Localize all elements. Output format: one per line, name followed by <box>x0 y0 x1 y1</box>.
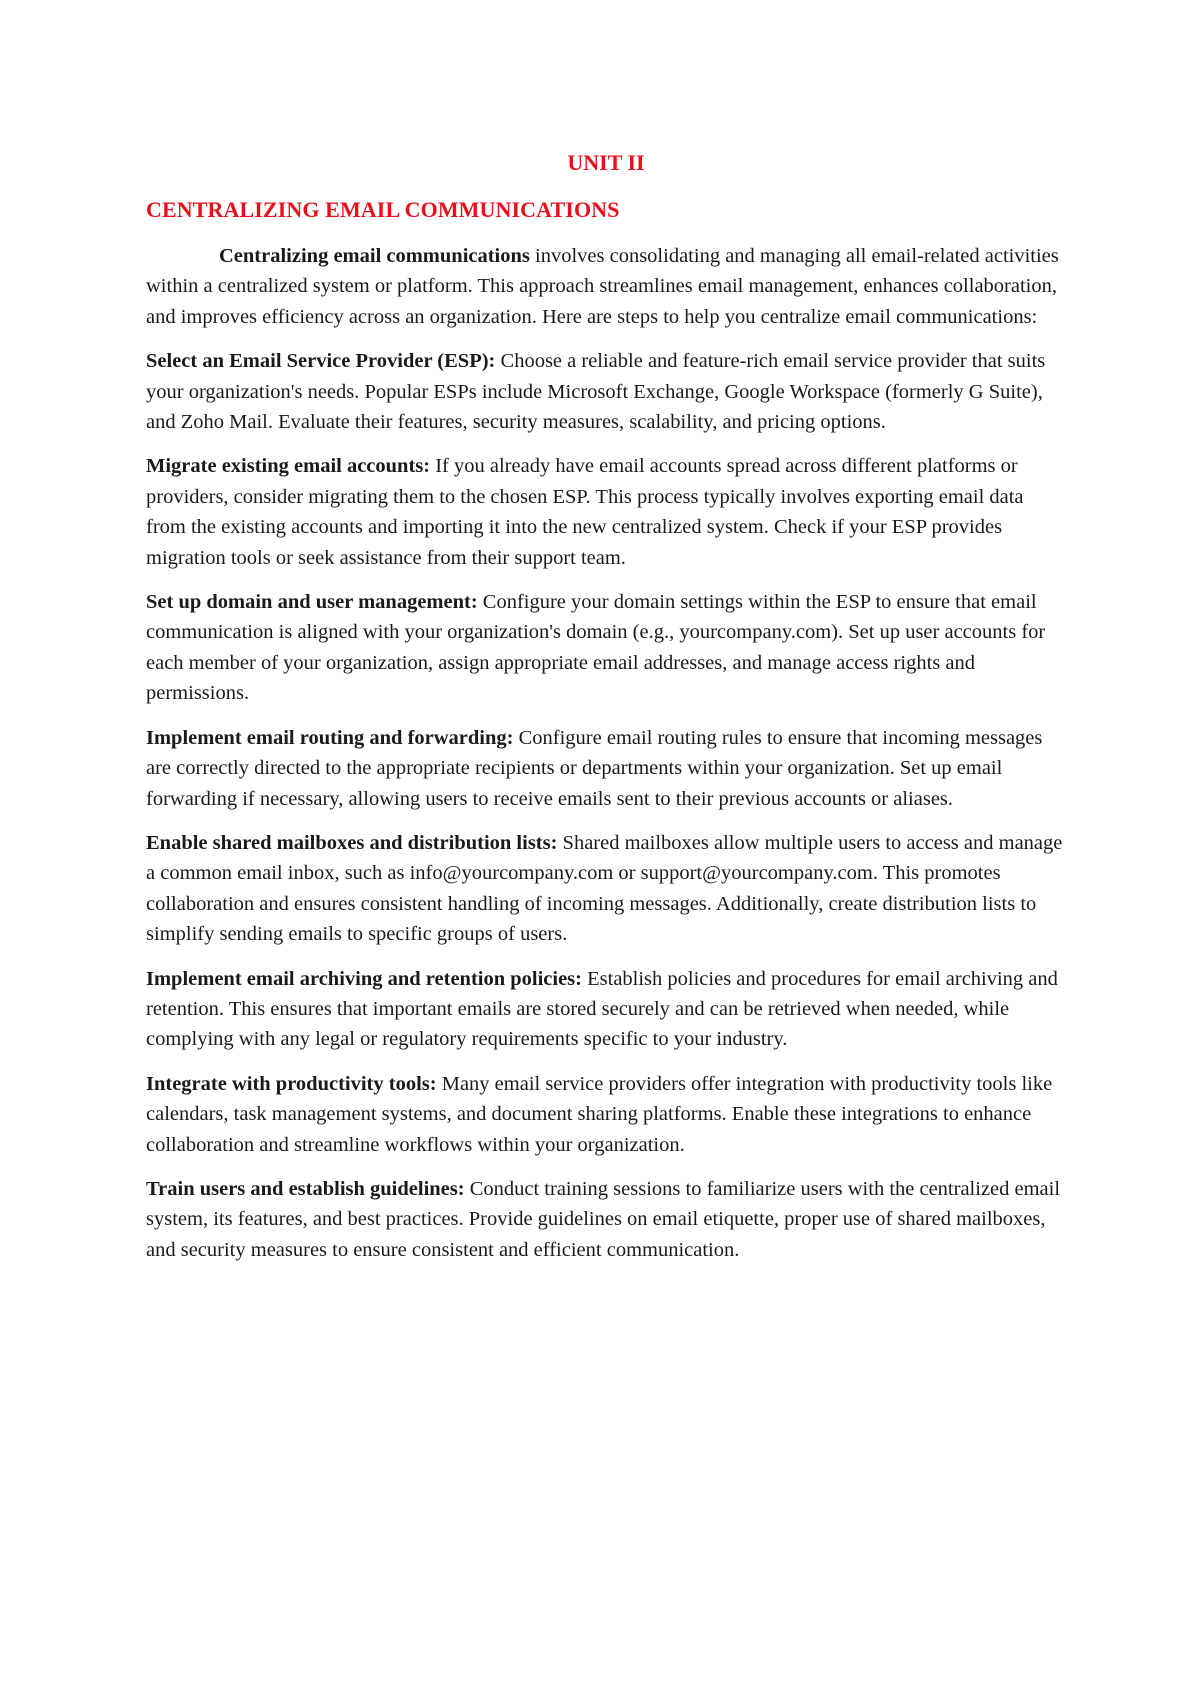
step-shared-mailboxes <box>146 828 1066 950</box>
step-heading: Set up domain and user management: <box>146 591 478 614</box>
step-select-esp <box>146 346 1066 437</box>
step-text: Configure email routing rules to ensure that incoming messages are correctly directed to the appropriate recipients or departments within your organization. Set up email forwarding if necessary, allowing users to receive emails sent to their previous accounts or aliases. <box>146 726 1043 810</box>
step-text: Configure your domain settings within the ESP to ensure that email communication is aligned with your organization's domain (e.g., yourcompany.com). Set up user accounts for each member of your organization, assign appropriate email addresses, and manage access rights and permissions. <box>146 591 1046 705</box>
step-text: Shared mailboxes allow multiple users to access and manage a common email inbox, such as info@yourcompany.com or support@yourcompany.com. This promotes collaboration and ensures consistent handling of incoming messages. Additionally, create distribution lists to simplify sending emails to specific groups of users. <box>146 831 1063 946</box>
step-migrate-accounts <box>146 451 1066 573</box>
step-text: If you already have email accounts spread across different platforms or providers, consider migrating them to the chosen ESP. This process typically involves exporting email data from the existing accounts and importing it into the new centralized system. Check if your ESP provides migration tools or seek assistance from their support team. <box>146 455 1024 569</box>
step-text: Establish policies and procedures for email archiving and retention. This ensures that important emails are stored securely and can be retrieved when needed, while complying with any legal or regulatory requirements specific to your industry. <box>146 967 1058 1051</box>
step-productivity-tools <box>146 1069 1066 1160</box>
step-heading: Train users and establish guidelines: <box>146 1177 465 1200</box>
section-title: CENTRALIZING EMAIL COMMUNICATIONS <box>146 197 620 222</box>
step-heading: Select an Email Service Provider (ESP): <box>146 350 496 373</box>
step-text: Many email service providers offer integration with productivity tools like calendars, task management systems, and document sharing platforms. Enable these integrations to enhance collaboration and streamline workflows within your organization. <box>146 1072 1053 1156</box>
intro-text: involves consolidating and managing all email-related activities within a centralized system or platform. This approach streamlines email management, enhances collaboration, and improves efficiency across an organization. Here are steps to help you centralize email communications: <box>146 245 1059 328</box>
step-heading: Enable shared mailboxes and distribution lists: <box>146 831 558 854</box>
step-domain-user-management <box>146 587 1066 709</box>
step-archiving-retention <box>146 964 1066 1055</box>
step-routing-forwarding <box>146 723 1066 814</box>
step-text: Conduct training sessions to familiarize users with the centralized email system, its features, and best practices. Provide guidelines on email etiquette, proper use of shared mailboxes, and security measures to ensure consistent and efficient communication. <box>146 1177 1061 1261</box>
step-heading: Integrate with productivity tools: <box>146 1072 437 1095</box>
unit-title: UNIT II <box>567 150 645 175</box>
document-page <box>146 148 1066 1265</box>
step-text: Choose a reliable and feature-rich email service provider that suits your organization's needs. Popular ESPs include Microsoft Exchange, Google Workspace (formerly G Suite), and Zoho Mail. Evaluate their features, security measures, scalability, and pricing options. <box>146 350 1046 434</box>
intro-paragraph <box>146 241 1066 332</box>
step-train-users <box>146 1174 1066 1265</box>
step-heading: Implement email archiving and retention policies: <box>146 967 582 990</box>
step-heading: Migrate existing email accounts: <box>146 455 431 478</box>
step-heading: Implement email routing and forwarding: <box>146 726 514 749</box>
intro-bold-term: Centralizing email communications <box>219 245 530 267</box>
